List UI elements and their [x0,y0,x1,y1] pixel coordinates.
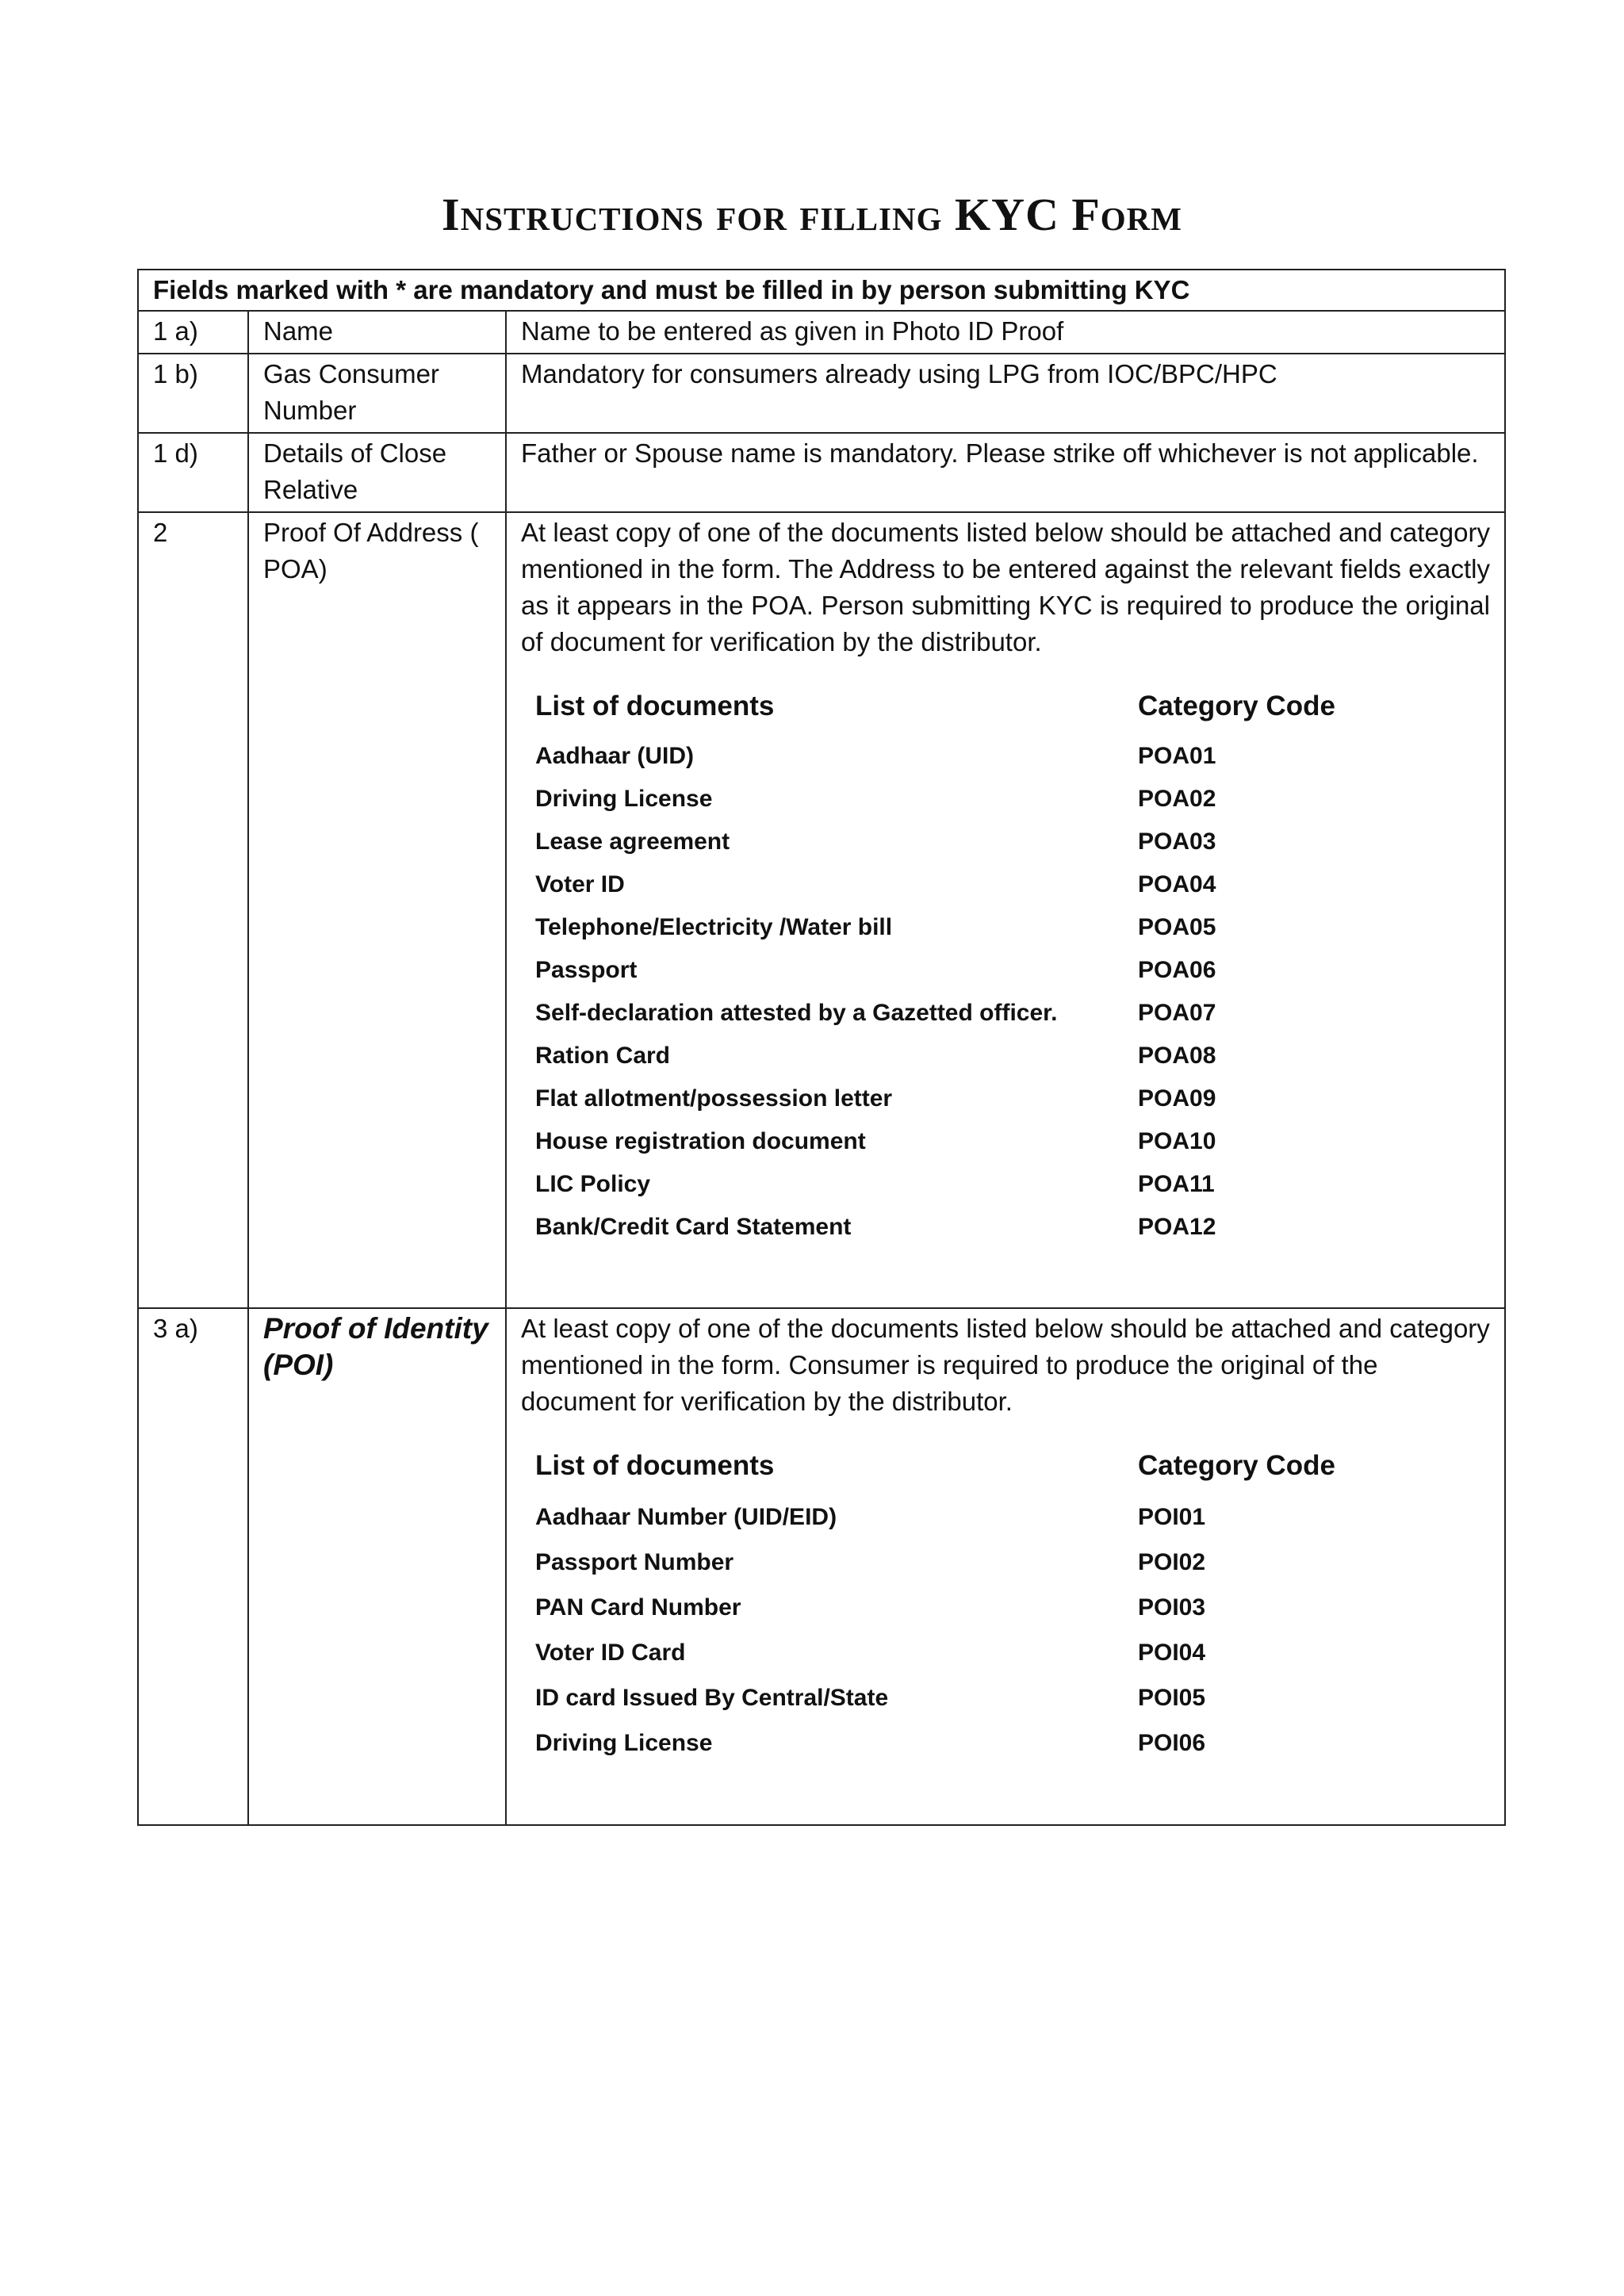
category-code: POI05 [1138,1685,1206,1711]
category-code: POA04 [1138,871,1216,897]
category-code: POA11 [1138,1171,1215,1197]
field-name: Proof of Identity (POI) [263,1312,488,1381]
list-item [521,1163,1473,1206]
table-row [138,311,1505,354]
document-name: Lease agreement [535,828,730,855]
category-code: POI01 [1138,1504,1206,1530]
list-item [521,1585,1473,1630]
document-name: ID card Issued By Central/State [535,1685,889,1711]
document-name: Driving License [535,1730,713,1756]
list-item [521,1494,1473,1540]
document-name: Aadhaar Number (UID/EID) [535,1504,837,1530]
category-code: POA06 [1138,957,1216,983]
list-item [521,906,1473,949]
field-instruction-cell [506,1308,1505,1825]
poa-document-list [521,689,1473,1249]
category-code: POA09 [1138,1085,1216,1112]
document-name: Voter ID Card [535,1640,686,1666]
category-code: POI06 [1138,1730,1206,1756]
poa-instruction-text: At least copy of one of the documents listed below should be attached and category mentioned in the form. The Address to be entered against the relevant fields exactly as it appears in the POA. Person submitting KYC is required to produce the original of document for verification by the distributor. [521,518,1490,656]
field-number: 1 b) [138,354,248,433]
category-code: POA07 [1138,1000,1216,1026]
list-item [521,735,1473,778]
field-number: 1 a) [138,311,248,354]
category-code: POA02 [1138,786,1216,812]
list-item [521,1035,1473,1077]
document-name: Passport Number [535,1549,734,1575]
category-code: POA05 [1138,914,1216,940]
field-name: Proof Of Address ( POA) [248,512,506,1308]
document-name: Aadhaar (UID) [535,743,695,769]
kyc-instructions-table [137,269,1506,1826]
code-header: Category Code [1138,691,1335,721]
table-row [138,433,1505,512]
field-number: 1 d) [138,433,248,512]
list-item [521,778,1473,821]
document-name: Ration Card [535,1043,671,1069]
table-row-poi [138,1308,1505,1825]
list-item [521,1630,1473,1675]
field-name: Name [248,311,506,354]
field-name: Details of Close Relative [248,433,506,512]
document-name: Passport [535,957,638,983]
category-code: POI02 [1138,1549,1206,1575]
field-instruction: Father or Spouse name is mandatory. Please strike off whichever is not applicable. [506,433,1505,512]
notice-row [138,270,1505,311]
list-item [521,821,1473,863]
field-instruction-cell [506,512,1505,1308]
field-instruction: Name to be entered as given in Photo ID Proof [506,311,1505,354]
list-item [521,1077,1473,1120]
document-name: Telephone/Electricity /Water bill [535,914,893,940]
page-title: Instructions for filling KYC Form [442,189,1182,240]
field-name: Gas Consumer Number [248,354,506,433]
mandatory-notice: Fields marked with * are mandatory and must be filled in by person submitting KYC [138,270,1505,311]
document-name: PAN Card Number [535,1594,741,1621]
table-row-poa [138,512,1505,1308]
list-item [521,1720,1473,1766]
list-item [521,863,1473,906]
field-name-cell [248,1308,506,1825]
category-code: POA12 [1138,1214,1216,1240]
poa-list-header [521,689,1473,735]
document-name: LIC Policy [535,1171,651,1197]
list-item [521,1540,1473,1585]
poi-document-list [521,1448,1473,1766]
list-item [521,949,1473,992]
category-code: POA01 [1138,743,1216,769]
poi-instruction-text: At least copy of one of the documents listed below should be attached and category mentioned in the form. Consumer is required to produce the original of the document for verification by the distributor. [521,1314,1490,1416]
category-code: POA08 [1138,1043,1216,1069]
document-name: House registration document [535,1128,866,1154]
category-code: POA10 [1138,1128,1216,1154]
field-number: 3 a) [138,1308,248,1825]
list-item [521,1206,1473,1249]
field-instruction: Mandatory for consumers already using LPG from IOC/BPC/HPC [506,354,1505,433]
document-name: Flat allotment/possession letter [535,1085,893,1112]
category-code: POA03 [1138,828,1216,855]
code-header: Category Code [1138,1450,1335,1481]
document-name: Driving License [535,786,713,812]
field-number: 2 [138,512,248,1308]
list-header: List of documents [535,1450,775,1481]
category-code: POI03 [1138,1594,1206,1621]
document-name: Bank/Credit Card Statement [535,1214,852,1240]
list-header: List of documents [535,691,775,721]
document-name: Self-declaration attested by a Gazetted officer. [535,1000,1058,1026]
list-item [521,1120,1473,1163]
document-name: Voter ID [535,871,625,897]
poi-list-header [521,1448,1473,1494]
list-item [521,1675,1473,1720]
list-item [521,992,1473,1035]
category-code: POI04 [1138,1640,1206,1666]
table-row [138,354,1505,433]
